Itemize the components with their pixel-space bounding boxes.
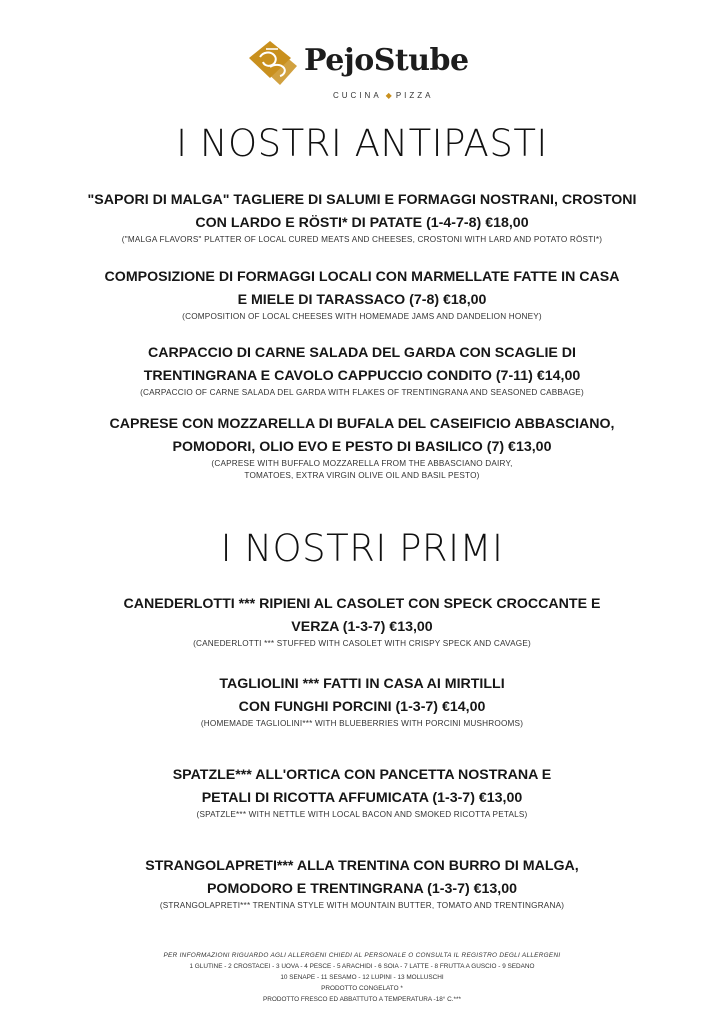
dish-item [0,266,724,323]
dish-name-line: SPATZLE*** ALL'ORTICA CON PANCETTA NOSTRANA E [172,767,552,783]
brand-logo [0,38,724,104]
frozen-product-note: PRODOTTO CONGELATO * [321,985,403,992]
dish-name-line: COMPOSIZIONE DI FORMAGGI LOCALI CON MARMELLATE FATTE IN CASA [104,269,620,285]
allergen-footer [0,950,724,1005]
dish-translation: TOMATOES, EXTRA VIRGIN OLIVE OIL AND BASIL PESTO) [244,471,480,480]
allergen-note: PER INFORMAZIONI RIGUARDO AGLI ALLERGENI CHIEDI AL PERSONALE O CONSULTA IL REGISTRO DEGLI ALLERGENI [163,952,561,959]
dish-name-line: POMODORI, OLIO EVO E PESTO DI BASILICO (7) €13,00 [172,438,552,455]
dish-item [0,855,724,912]
dish-name-line: CAPRESE CON MOZZARELLA DI BUFALA DEL CASEIFICIO ABBASCIANO, [109,416,615,432]
pejostube-emblem-icon [248,40,298,86]
dish-name-line: CARPACCIO DI CARNE SALADA DEL GARDA CON SCAGLIE DI [148,345,576,361]
dish-name-line: STRANGOLAPRETI*** ALLA TRENTINA CON BURRO DI MALGA, [145,858,579,874]
brand-name: PejoStube [304,43,469,78]
brand-sub-left: CUCINA [333,91,382,100]
dish-name-line: CON FUNGHI PORCINI (1-3-7) €14,00 [238,698,486,715]
dish-translation: (CAPRESE WITH BUFFALO MOZZARELLA FROM THE ABBASCIANO DAIRY, [211,459,513,468]
dish-translation: (SPATZLE*** WITH NETTLE WITH LOCAL BACON AND SMOKED RICOTTA PETALS) [196,810,528,819]
dish-name-line: E MIELE DI TARASSACO (7-8) €18,00 [237,291,487,308]
allergen-list-line: 1 GLUTINE - 2 CROSTACEI - 3 UOVA - 4 PESCE - 5 ARACHIDI - 6 SOIA - 7 LATTE - 8 FRUTTA A GUSCIO - 9 SEDANO [189,963,535,970]
dish-translation: ("MALGA FLAVORS" PLATTER OF LOCAL CURED MEATS AND CHEESES, CROSTONI WITH LARD AND POTATO RÖSTI*) [121,235,603,244]
dish-name-line: TRENTINGRANA E CAVOLO CAPPUCCIO CONDITO (7-11) €14,00 [143,367,581,384]
dish-name-line: TAGLIOLINI *** FATTI IN CASA AI MIRTILLI [219,676,505,692]
dish-translation: (STRANGOLAPRETI*** TRENTINA STYLE WITH MOUNTAIN BUTTER, TOMATO AND TRENTINGRANA) [159,901,565,910]
dish-translation: (HOMEMADE TAGLIOLINI*** WITH BLUEBERRIES WITH PORCINI MUSHROOMS) [200,719,524,728]
dish-item [0,673,724,730]
fresh-product-note: PRODOTTO FRESCO ED ABBATTUTO A TEMPERATURA -18° C.*** [263,996,461,1003]
diamond-separator-icon: ◆ [385,91,392,100]
dish-item [0,342,724,399]
dish-name-line: "SAPORI DI MALGA" TAGLIERE DI SALUMI E FORMAGGI NOSTRANI, CROSTONI [87,192,637,208]
section-title-primi: I NOSTRI PRIMI [220,527,504,570]
dish-translation: (CANEDERLOTTI *** STUFFED WITH CASOLET WITH CRISPY SPECK AND CAVAGE) [193,639,531,648]
dish-name-line: POMODORO E TRENTINGRANA (1-3-7) €13,00 [206,880,518,897]
dish-translation: (COMPOSITION OF LOCAL CHEESES WITH HOMEMADE JAMS AND DANDELION HONEY) [182,312,542,321]
allergen-list-line: 10 SENAPE - 11 SESAMO - 12 LUPINI - 13 MOLLUSCHI [280,974,444,981]
dish-name-line: PETALI DI RICOTTA AFFUMICATA (1-3-7) €13,00 [201,789,523,806]
dish-item [0,764,724,821]
section-title-antipasti: I NOSTRI ANTIPASTI [176,122,548,165]
dish-item [0,413,724,482]
brand-sub-right: PIZZA [395,91,434,100]
dish-name-line: CON LARDO E RÖSTI* DI PATATE (1-4-7-8) €18,00 [195,214,529,231]
dish-name-line: VERZA (1-3-7) €13,00 [291,618,433,635]
dish-name-line: CANEDERLOTTI *** RIPIENI AL CASOLET CON SPECK CROCCANTE E [123,596,601,612]
dish-item [0,593,724,650]
dish-item [0,189,724,246]
brand-subtitle [333,91,434,101]
dish-translation: (CARPACCIO OF CARNE SALADA DEL GARDA WITH FLAKES OF TRENTINGRANA AND SEASONED CABBAGE) [140,388,584,397]
